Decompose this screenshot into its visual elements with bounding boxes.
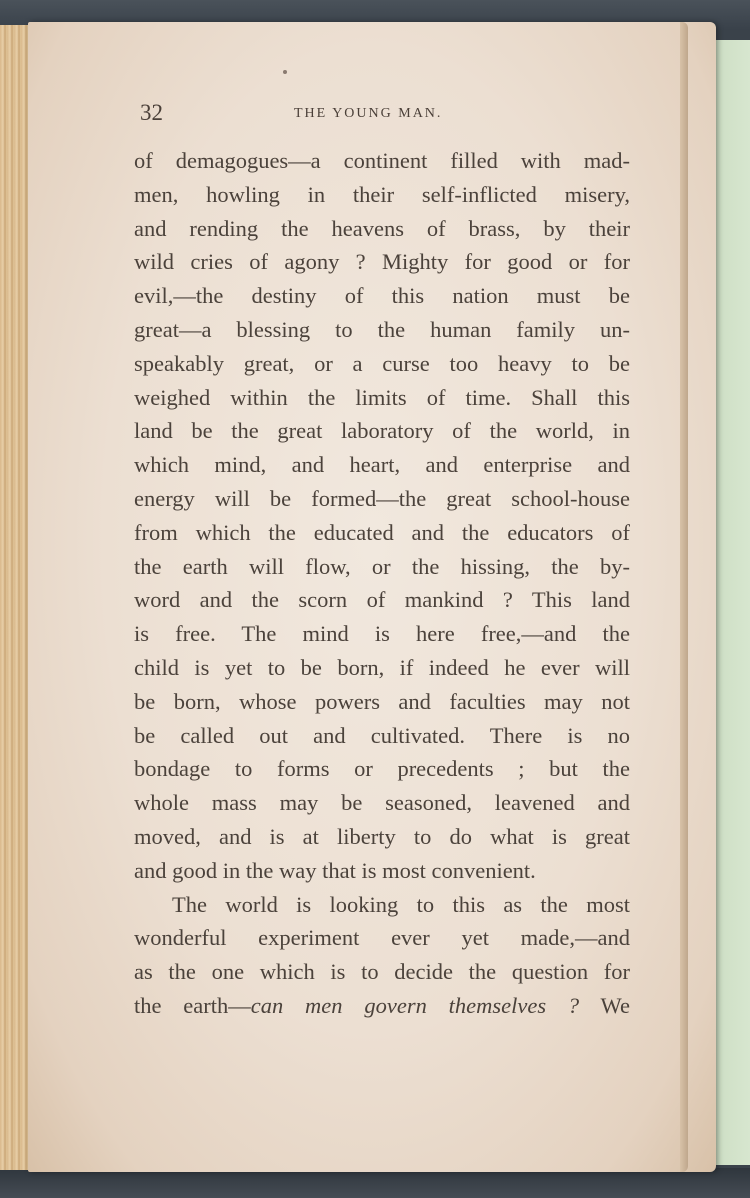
book-page-edge bbox=[680, 22, 688, 1172]
text-line: bondage to forms or precedents ; but the bbox=[134, 756, 630, 782]
text-line: wild cries of agony ? Mighty for good or for bbox=[134, 249, 630, 275]
text-line: be born, whose powers and faculties may not bbox=[134, 688, 630, 714]
text-line: child is yet to be born, if indeed he ever will bbox=[134, 654, 630, 680]
text-line: of demagogues—a continent filled with mad- bbox=[134, 148, 630, 173]
text-line: men, howling in their self-inflicted misery, bbox=[134, 181, 630, 207]
text-line: be called out and cultivated. There is no bbox=[134, 722, 630, 748]
text-line: from which the educated and the educators of bbox=[134, 519, 630, 545]
text-line: and good in the way that is most convenient. bbox=[134, 857, 536, 883]
italic-phrase: can men govern themselves ? bbox=[250, 992, 580, 1018]
text-line: whole mass may be seasoned, leavened and bbox=[134, 790, 630, 816]
ink-speck bbox=[283, 70, 287, 74]
text-line: wonderful experiment ever yet made,—and bbox=[134, 925, 630, 951]
text-line: moved, and is at liberty to do what is great bbox=[134, 823, 630, 849]
text-line-final bbox=[134, 989, 630, 1023]
page-number: 32 bbox=[140, 100, 163, 125]
text-line: which mind, and heart, and enterprise and bbox=[134, 452, 630, 478]
text-line: the earth will flow, or the hissing, the by- bbox=[134, 553, 630, 579]
text-segment: We bbox=[579, 992, 630, 1018]
text-line: land be the great laboratory of the world, in bbox=[134, 418, 630, 444]
book-cover-bottom bbox=[0, 1168, 750, 1198]
text-line: as the one which is to decide the question for bbox=[134, 959, 630, 985]
text-line: The world is looking to this as the most bbox=[172, 891, 630, 917]
text-line: evil,—the destiny of this nation must be bbox=[134, 283, 630, 309]
running-title: THE YOUNG MAN. bbox=[294, 106, 443, 121]
text-line: is free. The mind is here free,—and the bbox=[134, 621, 630, 647]
text-line: speakably great, or a curse too heavy to be bbox=[134, 350, 630, 376]
body-text bbox=[134, 144, 630, 1023]
text-line: word and the scorn of mankind ? This land bbox=[134, 587, 630, 613]
page-header bbox=[140, 100, 640, 130]
text-line: energy will be formed—the great school-house bbox=[134, 485, 630, 511]
text-line: weighed within the limits of time. Shall this bbox=[134, 384, 630, 410]
text-segment: the earth— bbox=[134, 992, 251, 1018]
text-line: great—a blessing to the human family un- bbox=[134, 316, 630, 342]
text-line: and rending the heavens of brass, by their bbox=[134, 215, 630, 241]
